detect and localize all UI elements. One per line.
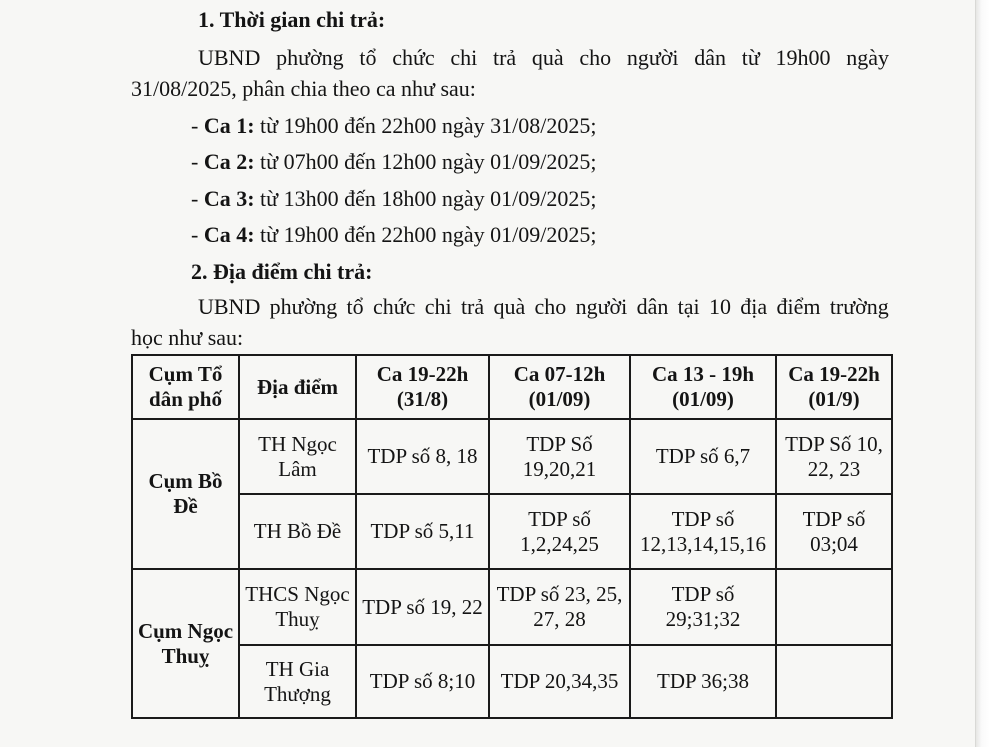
table-row bbox=[132, 645, 892, 718]
schedule-cell: TDP số 19, 22 bbox=[356, 569, 489, 645]
location-cell: THCS Ngọc Thuỵ bbox=[239, 569, 356, 645]
header-cell: Cụm Tổ dân phố bbox=[132, 355, 239, 419]
location-cell: TH Ngọc Lâm bbox=[239, 419, 356, 494]
page-edge-shadow bbox=[975, 0, 990, 747]
header-cell: Ca 13 - 19h (01/09) bbox=[630, 355, 776, 419]
schedule-cell: TDP 20,34,35 bbox=[489, 645, 630, 718]
shift-item: - Ca 2: từ 07h00 đến 12h00 ngày 01/09/2025; bbox=[191, 149, 597, 174]
shift-item: - Ca 3: từ 13h00 đến 18h00 ngày 01/09/2025; bbox=[191, 186, 597, 211]
table-header-row bbox=[132, 355, 892, 419]
section1-paragraph-line2: 31/08/2025, phân chia theo ca như sau: bbox=[131, 76, 476, 101]
section2-paragraph-line1: UBND phường tổ chức chi trả quà cho người dân tại 10 địa điểm trường bbox=[198, 294, 889, 319]
schedule-cell: TDP số 12,13,14,15,16 bbox=[630, 494, 776, 569]
schedule-cell: TDP số 8, 18 bbox=[356, 419, 489, 494]
schedule-cell: TDP 36;38 bbox=[630, 645, 776, 718]
section1-paragraph-line1: UBND phường tổ chức chi trả quà cho người dân từ 19h00 ngày bbox=[198, 45, 889, 70]
table-row bbox=[132, 494, 892, 569]
schedule-cell: TDP số 1,2,24,25 bbox=[489, 494, 630, 569]
section2-heading: 2. Địa điểm chi trả: bbox=[191, 259, 373, 284]
schedule-cell bbox=[776, 645, 892, 718]
group-cell: Cụm Ngọc Thuỵ bbox=[132, 569, 239, 718]
section2-paragraph-line2: học như sau: bbox=[131, 325, 244, 350]
table-row bbox=[132, 419, 892, 494]
schedule-cell: TDP Số 10, 22, 23 bbox=[776, 419, 892, 494]
shift-item: - Ca 4: từ 19h00 đến 22h00 ngày 01/09/2025; bbox=[191, 222, 597, 247]
schedule-cell: TDP Số 19,20,21 bbox=[489, 419, 630, 494]
schedule-cell: TDP số 5,11 bbox=[356, 494, 489, 569]
section1-heading: 1. Thời gian chi trả: bbox=[198, 7, 386, 32]
header-cell: Địa điểm bbox=[239, 355, 356, 419]
schedule-cell: TDP số 6,7 bbox=[630, 419, 776, 494]
shift-item: - Ca 1: từ 19h00 đến 22h00 ngày 31/08/2025; bbox=[191, 113, 597, 138]
table-row bbox=[132, 569, 892, 645]
group-cell: Cụm Bồ Đề bbox=[132, 419, 239, 569]
schedule-cell bbox=[776, 569, 892, 645]
location-cell: TH Bồ Đề bbox=[239, 494, 356, 569]
distribution-schedule-table bbox=[131, 354, 893, 719]
location-cell: TH Gia Thượng bbox=[239, 645, 356, 718]
schedule-cell: TDP số 03;04 bbox=[776, 494, 892, 569]
header-cell: Ca 19-22h (31/8) bbox=[356, 355, 489, 419]
schedule-cell: TDP số 8;10 bbox=[356, 645, 489, 718]
header-cell: Ca 19-22h (01/9) bbox=[776, 355, 892, 419]
schedule-cell: TDP số 29;31;32 bbox=[630, 569, 776, 645]
schedule-cell: TDP số 23, 25, 27, 28 bbox=[489, 569, 630, 645]
header-cell: Ca 07-12h (01/09) bbox=[489, 355, 630, 419]
